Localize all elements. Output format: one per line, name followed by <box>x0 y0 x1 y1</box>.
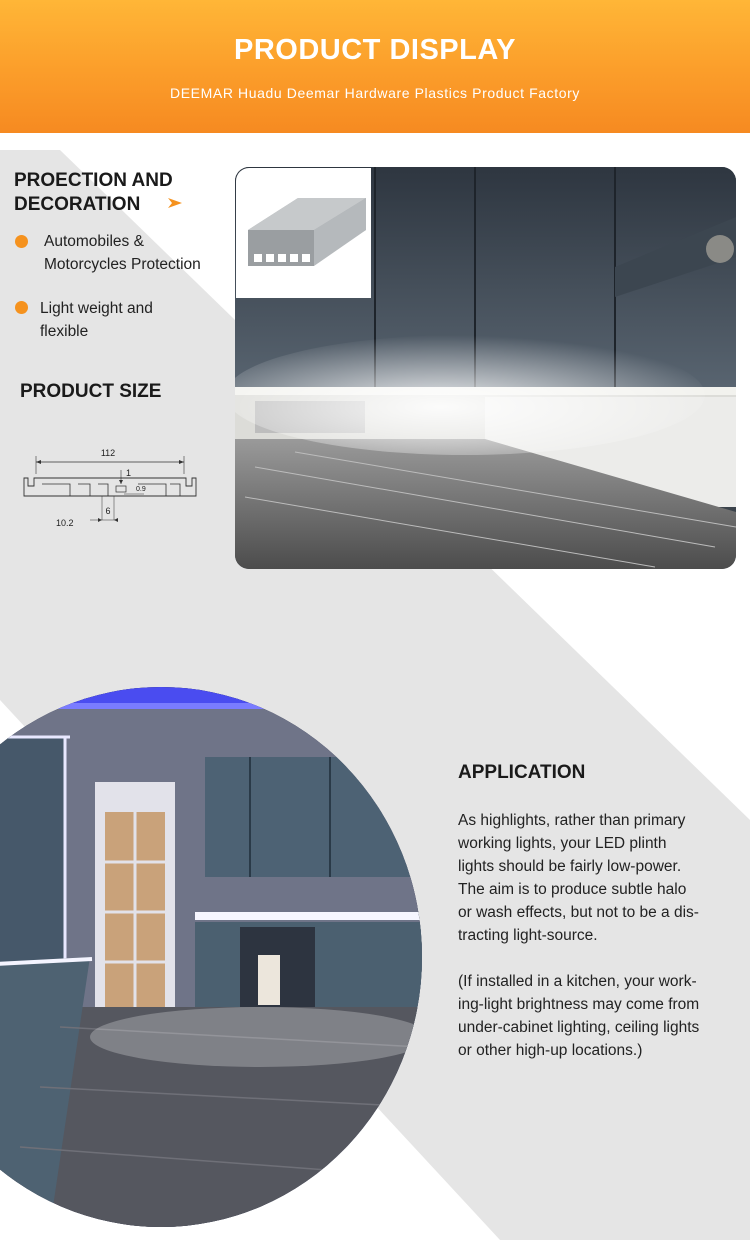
paragraph-line: or other high-up locations.) <box>458 1042 643 1059</box>
paragraph-line: ing-light brightness may come from <box>458 996 700 1013</box>
paragraph-line: The aim is to produce subtle halo <box>458 881 687 898</box>
arrow-right-icon <box>166 195 184 211</box>
bullet-dot-icon <box>15 235 28 248</box>
page-subtitle: DEEMAR Huadu Deemar Hardware Plastics Product Factory <box>170 85 580 101</box>
application-paragraph-2 <box>458 970 733 1062</box>
paragraph-line: under-cabinet lighting, ceiling lights <box>458 1019 700 1036</box>
bullet-line: Light weight and <box>40 300 153 317</box>
dim-offset-label: 10.2 <box>56 518 74 528</box>
header-banner <box>0 0 750 133</box>
paragraph-line: (If installed in a kitchen, your work- <box>458 973 697 990</box>
bullet-item-protection <box>44 230 201 276</box>
paragraph-line: tracting light-source. <box>458 927 598 944</box>
application-title: APPLICATION <box>458 762 586 783</box>
dim-rib-label: 1 <box>126 468 132 478</box>
paragraph-line: As highlights, rather than primary <box>458 812 686 829</box>
paragraph-line: lights should be fairly low-power. <box>458 858 682 875</box>
bullet-line: Motorcycles Protection <box>44 256 201 273</box>
protection-title-line2: DECORATION <box>14 194 141 215</box>
product-size-title: PRODUCT SIZE <box>20 381 162 402</box>
bullet-item-lightweight <box>40 297 153 343</box>
dim-depth-label: 6 <box>105 506 111 516</box>
dim-gap-label: 0.9 <box>136 486 146 493</box>
bullet-line: Automobiles & <box>44 233 144 250</box>
profile-sample-image <box>236 168 371 298</box>
bullet-line: flexible <box>40 323 89 340</box>
dim-width-label: 112 <box>100 448 116 458</box>
kitchen-application-photo <box>0 687 422 1227</box>
page-title: PRODUCT DISPLAY <box>234 34 516 66</box>
paragraph-line: working lights, your LED plinth <box>458 835 667 852</box>
application-paragraph-1 <box>458 809 733 947</box>
paragraph-line: or wash effects, but not to be a dis- <box>458 904 699 921</box>
protection-title-line1: PROECTION AND <box>14 170 173 191</box>
profile-dimension-drawing <box>20 440 200 532</box>
bullet-dot-icon <box>15 301 28 314</box>
